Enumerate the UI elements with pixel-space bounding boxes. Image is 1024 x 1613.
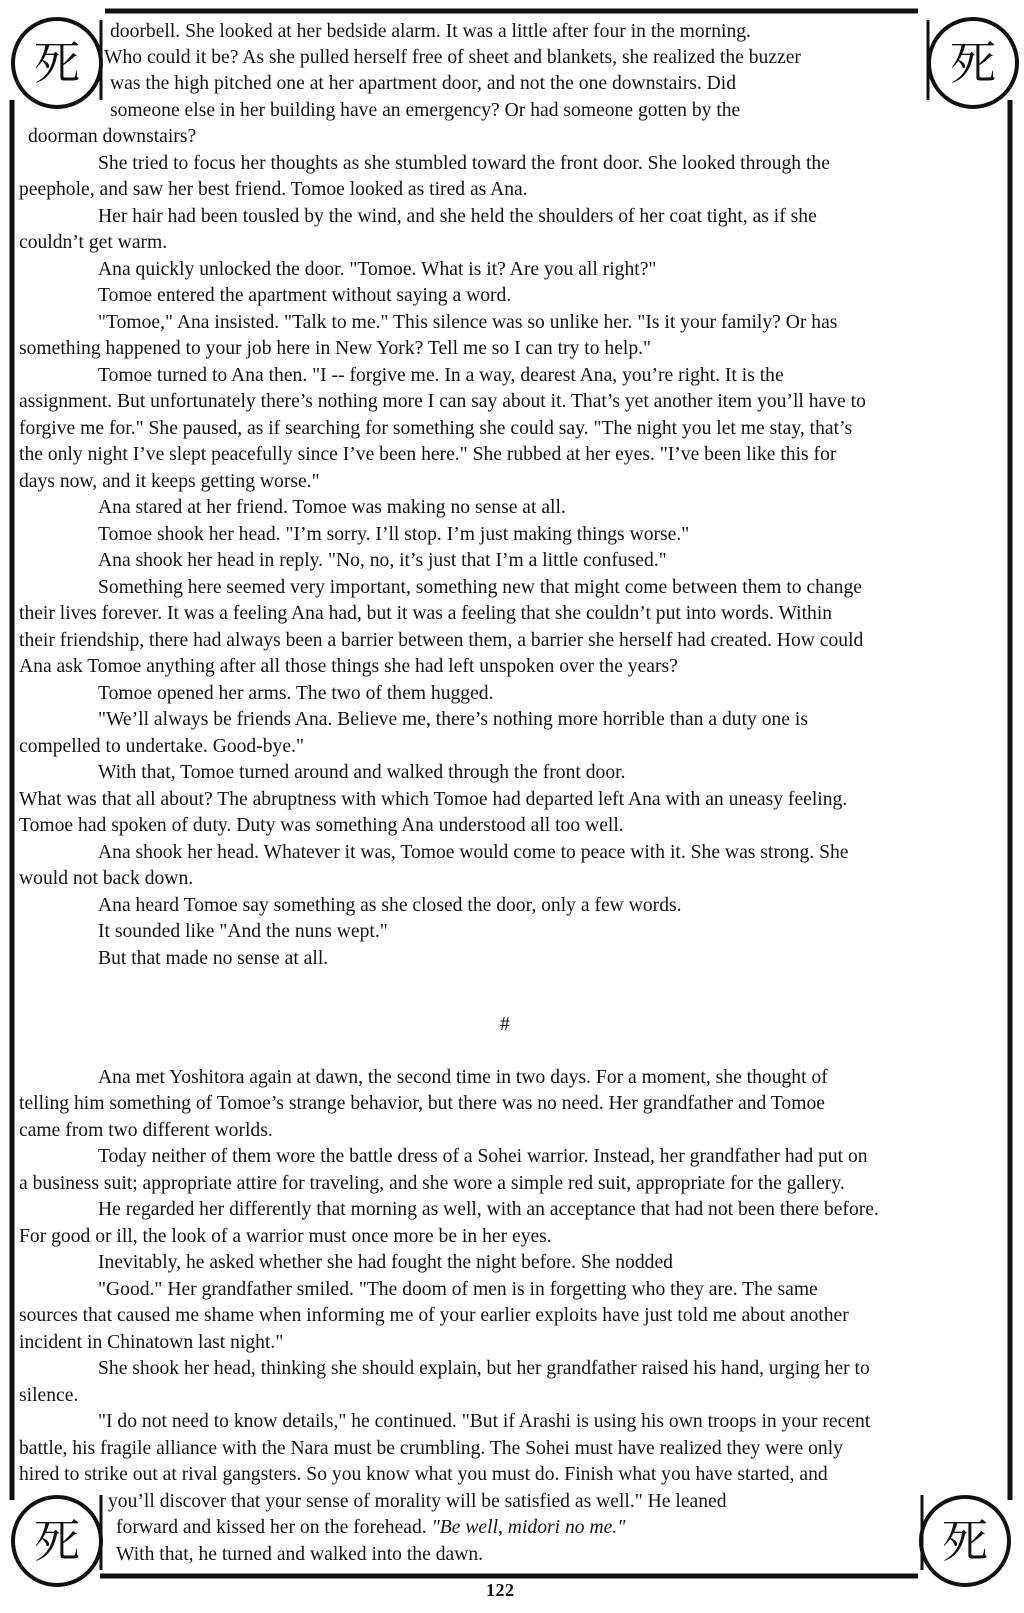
text-line: days now, and it keeps getting worse."	[19, 471, 320, 492]
text-line: Tomoe opened her arms. The two of them hugged.	[98, 683, 494, 704]
text-line: Ana stared at her friend. Tomoe was making no sense at all.	[98, 497, 566, 518]
text-line: Inevitably, he asked whether she had fought the night before. She nodded	[98, 1252, 673, 1273]
text-line: was the high pitched one at her apartment door, and not the one downstairs. Did	[110, 73, 737, 94]
text-line: Ana heard Tomoe say something as she closed the door, only a few words.	[98, 895, 682, 916]
text-line: you’ll discover that your sense of morality will be satisfied as well." He leaned	[108, 1491, 727, 1512]
text-line: a business suit; appropriate attire for traveling, and she wore a simple red suit, appropriate for the gallery.	[19, 1173, 845, 1194]
text-line: Something here seemed very important, something new that might come between them to change	[98, 577, 862, 598]
text-line: Who could it be? As she pulled herself free of sheet and blankets, she realized the buzzer	[104, 47, 801, 68]
text-line: She tried to focus her thoughts as she stumbled toward the front door. She looked through the	[98, 153, 830, 174]
text-line: Tomoe shook her head. "I’m sorry. I’ll stop. I’m just making things worse."	[98, 524, 690, 545]
text-line: She shook her head, thinking she should explain, but her grandfather raised his hand, urging her to	[98, 1358, 870, 1379]
text-line: Ana shook her head. Whatever it was, Tomoe would come to peace with it. She was strong. She	[98, 842, 849, 863]
text-line: incident in Chinatown last night."	[19, 1332, 284, 1353]
text-line: couldn’t get warm.	[19, 232, 168, 253]
text-line: "Tomoe," Ana insisted. "Talk to me." This silence was so unlike her. "Is it your family? Or has	[98, 312, 838, 333]
death-kanji-icon: 死	[950, 36, 996, 90]
text-line: Today neither of them wore the battle dress of a Sohei warrior. Instead, her grandfather had put on	[98, 1146, 868, 1167]
text-line: battle, his fragile alliance with the Nara must be crumbling. The Sohei must have realized they were only	[19, 1438, 843, 1459]
text-line: Ana met Yoshitora again at dawn, the second time in two days. For a moment, she thought of	[98, 1067, 828, 1088]
text-line: their friendship, there had always been a barrier between them, a barrier she herself had created. How could	[19, 630, 864, 651]
text-line: doorman downstairs?	[28, 126, 197, 147]
text-line: silence.	[19, 1385, 79, 1406]
text-line: For good or ill, the look of a warrior must once more be in her eyes.	[19, 1226, 552, 1247]
text-line: He regarded her differently that morning as well, with an acceptance that had not been there before.	[98, 1199, 879, 1220]
text-line: Ana ask Tomoe anything after all those things she had left unspoken over the years?	[19, 656, 678, 677]
text-line: Ana quickly unlocked the door. "Tomoe. What is it? Are you all right?"	[98, 259, 657, 280]
text-line: the only night I’ve slept peacefully since I’ve been here." She rubbed at her eyes. "I’ve been like this for	[19, 444, 837, 465]
text-line: Ana shook her head in reply. "No, no, it’s just that I’m a little confused."	[98, 550, 667, 571]
text-line: forward and kissed her on the forehead.	[116, 1517, 432, 1538]
text-line: It sounded like "And the nuns wept."	[98, 921, 388, 942]
italic-quote: "Be well, midori no me."	[431, 1517, 626, 1538]
text-line: Tomoe turned to Ana then. "I -- forgive me. In a way, dearest Ana, you’re right. It is the	[98, 365, 784, 386]
text-line: But that made no sense at all.	[98, 948, 329, 969]
text-line-with-quote	[116, 1514, 625, 1541]
text-line: assignment. But unfortunately there’s nothing more I can say about it. That’s yet another item you’ll have to	[19, 391, 866, 412]
page-number: 122	[486, 1580, 515, 1600]
text-line: forgive me for." She paused, as if searching for something she could say. "The night you let me stay, that’s	[19, 418, 853, 439]
text-line: peephole, and saw her best friend. Tomoe looked as tired as Ana.	[19, 179, 528, 200]
text-line: their lives forever. It was a feeling Ana had, but it was a feeling that she couldn’t put into words. Within	[19, 603, 833, 624]
text-line: Her hair had been tousled by the wind, and she held the shoulders of her coat tight, as if she	[98, 206, 817, 227]
text-line: What was that all about? The abruptness with which Tomoe had departed left Ana with an uneasy feeling.	[19, 789, 848, 810]
text-line: compelled to undertake. Good-bye."	[19, 736, 304, 757]
text-line: Tomoe entered the apartment without saying a word.	[98, 285, 512, 306]
text-line: telling him something of Tomoe’s strange behavior, but there was no need. Her grandfather and Tomoe	[19, 1093, 825, 1114]
text-line: "Good." Her grandfather smiled. "The doom of men is in forgetting who they are. The same	[98, 1279, 818, 1300]
scene-break-mark: #	[500, 1014, 510, 1035]
text-line: came from two different worlds.	[19, 1120, 273, 1141]
text-line: something happened to your job here in New York? Tell me so I can try to help."	[19, 338, 652, 359]
text-line: "We’ll always be friends Ana. Believe me, there’s nothing more horrible than a duty one is	[98, 709, 808, 730]
text-line: someone else in her building have an emergency? Or had someone gotten by the	[110, 100, 741, 121]
death-kanji-icon: 死	[34, 1514, 80, 1568]
text-line: "I do not need to know details," he continued. "But if Arashi is using his own troops in your recent	[98, 1411, 871, 1432]
text-line: Tomoe had spoken of duty. Duty was something Ana understood all too well.	[19, 815, 624, 836]
death-kanji-icon: 死	[942, 1514, 988, 1568]
text-line: With that, he turned and walked into the dawn.	[116, 1544, 484, 1565]
text-line: With that, Tomoe turned around and walked through the front door.	[98, 762, 626, 783]
text-line: sources that caused me shame when informing me of your earlier exploits have just told me about another	[19, 1305, 849, 1326]
death-kanji-icon: 死	[34, 36, 80, 90]
text-line: hired to strike out at rival gangsters. So you know what you must do. Finish what you have started, and	[19, 1464, 828, 1485]
text-line: doorbell. She looked at her bedside alarm. It was a little after four in the morning.	[110, 21, 751, 42]
text-line: would not back down.	[19, 868, 194, 889]
